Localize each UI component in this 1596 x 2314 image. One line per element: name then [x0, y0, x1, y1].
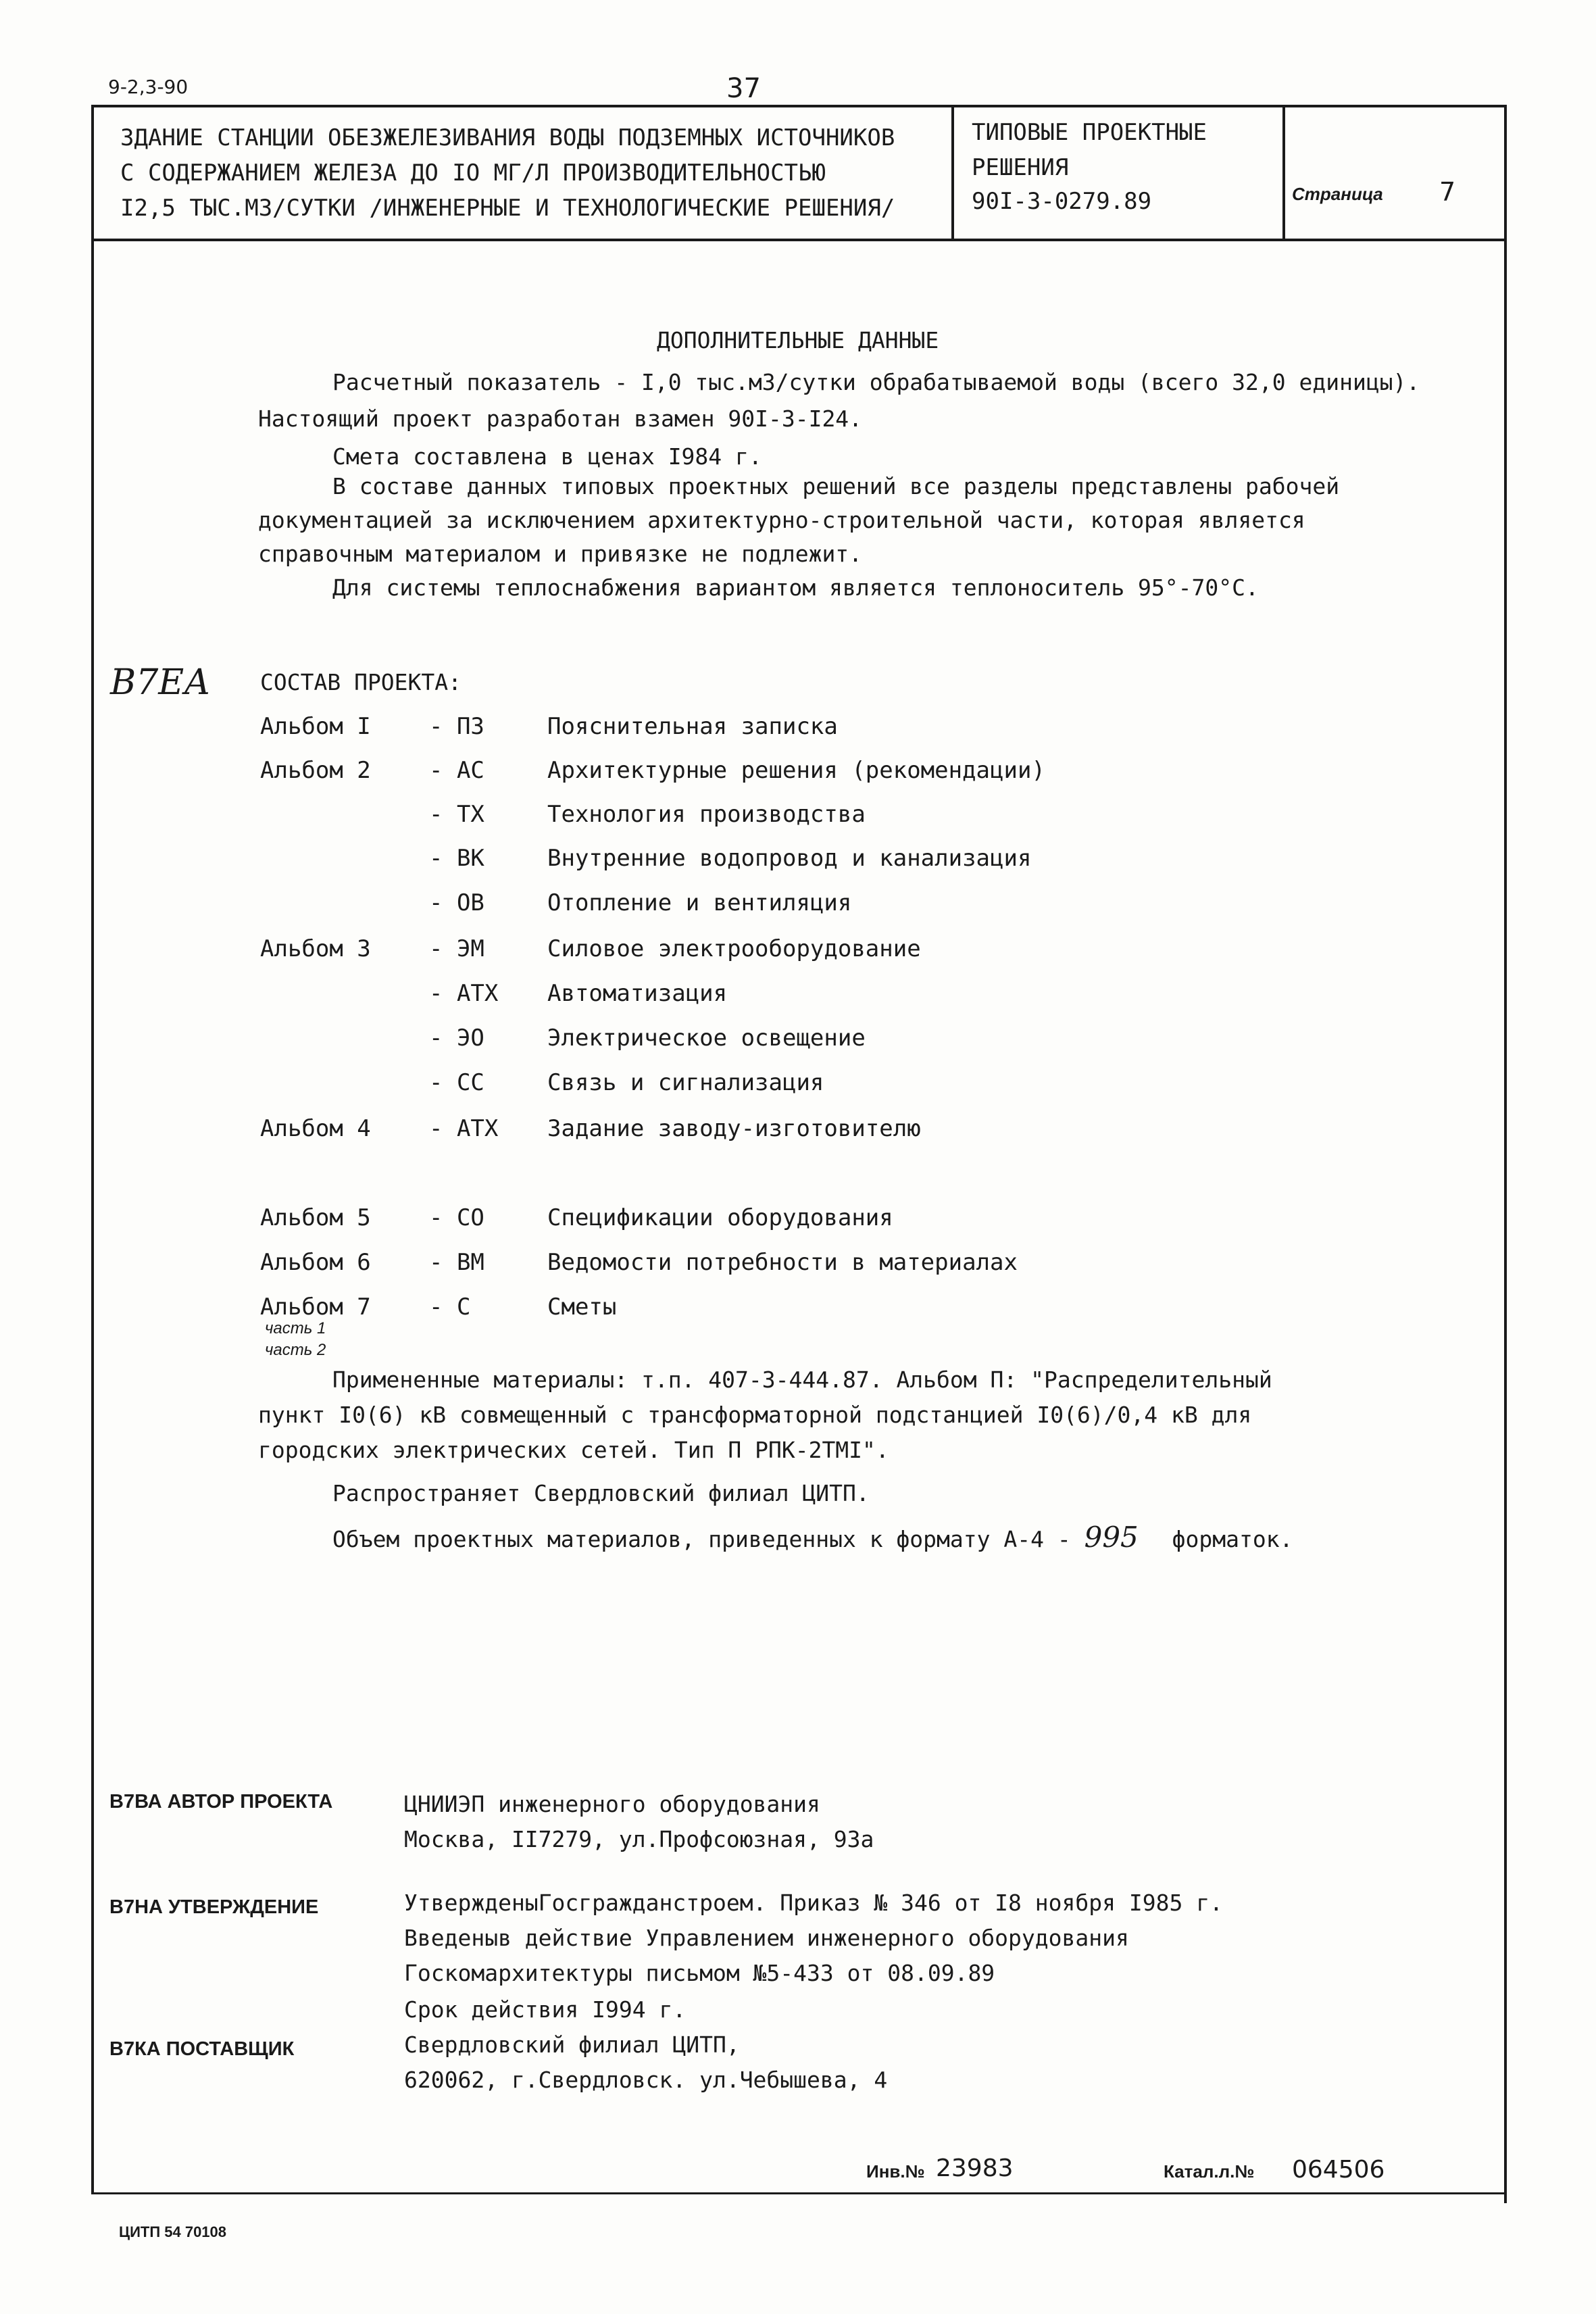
album-code: - СО [429, 1204, 484, 1231]
page-label: Страница [1292, 184, 1383, 204]
section-title: ДОПОЛНИТЕЛЬНЫЕ ДАННЫЕ [657, 327, 939, 353]
header-col2 [1282, 105, 1285, 240]
album-title: Архитектурные решения (рекомендации) [547, 757, 1045, 784]
frame-right [1504, 105, 1507, 2203]
album-code: - ВК [429, 845, 484, 872]
frame-top [91, 105, 1507, 107]
approval-line: Госкомархитектуры письмом №5-433 от 08.09.89 [404, 1960, 995, 1986]
paragraph-line: Для системы теплоснабжения вариантом является теплоноситель 95°-70°С. [332, 574, 1259, 601]
margin-code: В7ЕА [110, 662, 211, 703]
volume-line [332, 1521, 1293, 1554]
album-name: Альбом 3 [260, 935, 371, 962]
album-title: Автоматизация [547, 980, 728, 1007]
album-code: - ТХ [429, 801, 484, 828]
doc-code: 9-2,3-90 [108, 76, 189, 98]
author-line: ЦНИИЭП инженерного оборудования [404, 1791, 820, 1817]
inventory-label: Инв.№ [866, 2161, 925, 2182]
frame-bottom [91, 2192, 1507, 2194]
album-title: Пояснительная записка [547, 713, 838, 740]
album-title: Задание заводу-изготовителю [547, 1115, 921, 1142]
page-value: 7 [1439, 177, 1456, 207]
album-code: - ПЗ [429, 713, 484, 740]
album-code: - АС [429, 757, 484, 784]
album-title: Отопление и вентиляция [547, 889, 852, 916]
album-name: Альбом 2 [260, 757, 371, 784]
frame-left [91, 105, 94, 2193]
header-type-line: ТИПОВЫЕ ПРОЕКТНЫЕ [972, 119, 1207, 146]
inventory-value: 23983 [936, 2155, 1014, 2182]
album-code: - С [429, 1294, 471, 1321]
album-name: Альбом 6 [260, 1249, 371, 1276]
supplier-line: 620062, г.Свердловск. ул.Чебышева, 4 [404, 2067, 888, 2093]
volume-prefix: Объем проектных материалов, приведенных к формату А-4 - [332, 1526, 1071, 1552]
paragraph-line: Смета составлена в ценах I984 г. [332, 443, 762, 470]
page-number: 37 [726, 73, 761, 104]
volume-value: 995 [1084, 1521, 1139, 1554]
header-divider [91, 239, 1507, 241]
album-title: Связь и сигнализация [547, 1069, 824, 1096]
supplier-label: В7КА ПОСТАВЩИК [109, 2038, 295, 2060]
author-label: В7ВА АВТОР ПРОЕКТА [109, 1791, 333, 1813]
part-label: часть 1 [265, 1319, 326, 1337]
applied-line: Примененные материалы: т.п. 407-3-444.87. Альбом П: "Распределительный [332, 1367, 1272, 1393]
bottom-mark: ЦИТП 54 70108 [119, 2223, 227, 2240]
paragraph-line: справочным материалом и привязке не подлежит. [258, 541, 863, 567]
album-title: Ведомости потребности в материалах [547, 1249, 1018, 1276]
paragraph-line: документацией за исключением архитектурно-строительной части, которая является [258, 507, 1305, 533]
header-title-line: I2,5 ТЫС.М3/СУТКИ /ИНЖЕНЕРНЫЕ И ТЕХНОЛОГИЧЕСКИЕ РЕШЕНИЯ/ [120, 195, 895, 222]
composition-title: СОСТАВ ПРОЕКТА: [260, 669, 462, 695]
part-label: часть 2 [265, 1341, 326, 1359]
album-name: Альбом I [260, 713, 371, 740]
approval-line: Введеныв действие Управлением инженерного оборудования [404, 1925, 1129, 1951]
approval-label: В7НА УТВЕРЖДЕНИЕ [109, 1896, 319, 1918]
album-code: - ЭМ [429, 935, 484, 962]
paragraph-line: В составе данных типовых проектных решений все разделы представлены рабочей [332, 473, 1340, 499]
album-title: Технология производства [547, 801, 866, 828]
album-code: - ОВ [429, 889, 484, 916]
album-name: Альбом 4 [260, 1115, 371, 1142]
header-col1 [951, 105, 954, 240]
header-type-line: РЕШЕНИЯ [972, 154, 1069, 181]
album-code: - ЭО [429, 1025, 484, 1052]
catalog-value: 064506 [1292, 2156, 1385, 2184]
distributor-line: Распространяет Свердловский филиал ЦИТП. [332, 1480, 870, 1506]
approval-line: УтвержденыГосгражданстроем. Приказ № 346 от I8 ноября I985 г. [404, 1890, 1223, 1916]
header-type-line: 90I-3-0279.89 [972, 188, 1152, 215]
header-title-line: С СОДЕРЖАНИЕМ ЖЕЛЕЗА ДО IO МГ/Л ПРОИЗВОДИТЕЛЬНОСТЬЮ [120, 159, 826, 187]
album-code: - АТХ [429, 1115, 499, 1142]
paragraph-line: Настоящий проект разработан взамен 90I-3-I24. [258, 405, 863, 432]
applied-line: пункт I0(6) кВ совмещенный с трансформаторной подстанцией I0(6)/0,4 кВ для [258, 1402, 1252, 1428]
album-title: Внутренние водопровод и канализация [547, 845, 1032, 872]
approval-line: Срок действия I994 г. [404, 1996, 687, 2023]
album-title: Спецификации оборудования [547, 1204, 893, 1231]
supplier-line: Свердловский филиал ЦИТП, [404, 2032, 740, 2058]
album-code: - ВМ [429, 1249, 484, 1276]
album-name: Альбом 7 [260, 1294, 371, 1321]
author-line: Москва, II7279, ул.Профсоюзная, 93а [404, 1826, 874, 1852]
applied-line: городских электрических сетей. Тип П РПК-2ТМI". [258, 1437, 889, 1463]
volume-suffix: форматок. [1172, 1526, 1293, 1552]
album-title: Сметы [547, 1294, 617, 1321]
album-title: Силовое электрооборудование [547, 935, 921, 962]
paragraph-line: Расчетный показатель - I,0 тыс.м3/сутки обрабатываемой воды (всего 32,0 единицы). [332, 369, 1420, 395]
album-code: - АТХ [429, 980, 499, 1007]
album-code: - СС [429, 1069, 484, 1096]
album-title: Электрическое освещение [547, 1025, 866, 1052]
catalog-label: Катал.л.№ [1164, 2161, 1255, 2182]
album-name: Альбом 5 [260, 1204, 371, 1231]
header-title-line: ЗДАНИЕ СТАНЦИИ ОБЕЗЖЕЛЕЗИВАНИЯ ВОДЫ ПОДЗЕМНЫХ ИСТОЧНИКОВ [120, 124, 895, 151]
